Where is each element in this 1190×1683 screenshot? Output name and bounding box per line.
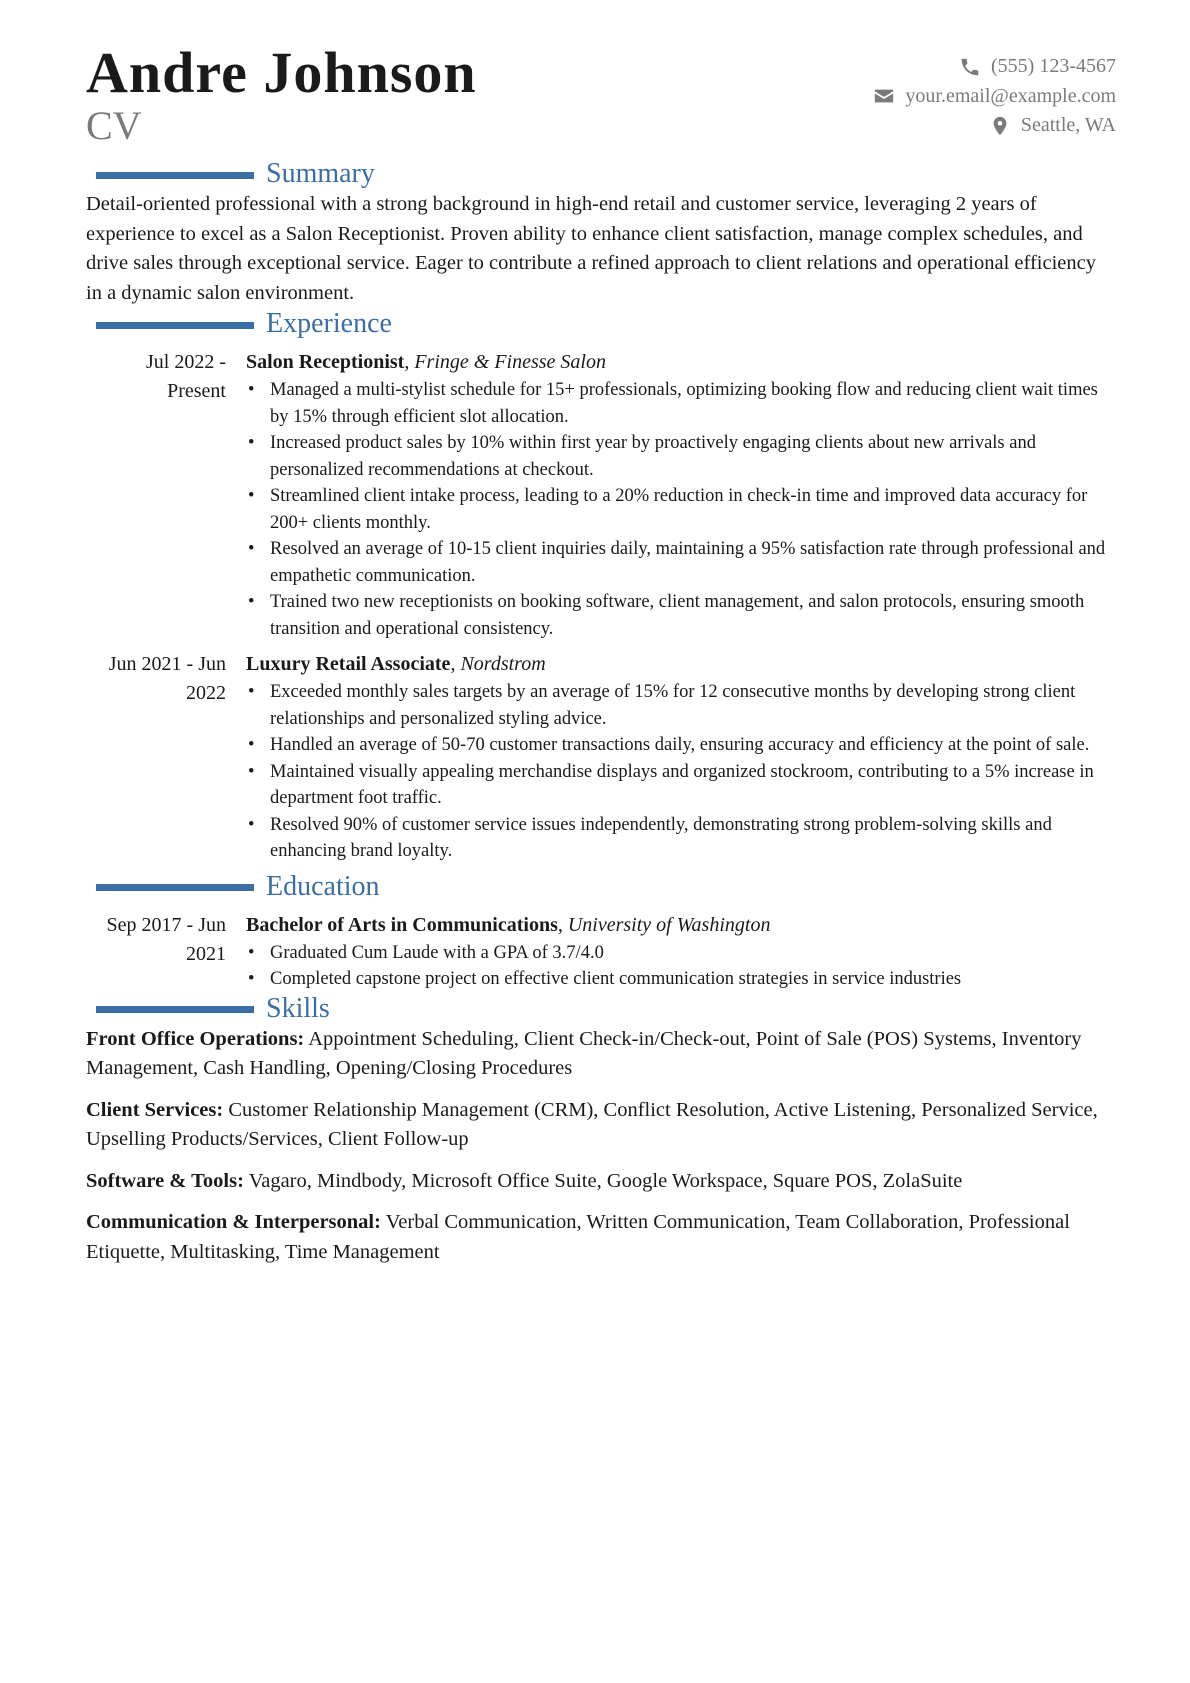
skill-group-items: Verbal Communication, Written Communication, Team Collaboration, Professional Etiquette, Multitasking, Time Management xyxy=(86,1211,1070,1263)
email-address[interactable]: your.email@example.com xyxy=(905,84,1116,107)
resume-header xyxy=(86,40,1116,158)
skill-group-items: Vagaro, Mindbody, Microsoft Office Suite, Google Workspace, Square POS, ZolaSuite xyxy=(248,1169,963,1192)
bullet-item: • Trained two new receptionists on booking software, client management, and salon protocols, ensuring smooth transition and operational consistency. xyxy=(270,589,1116,642)
bullet-item: • Completed capstone project on effective client communication strategies in service industries xyxy=(270,966,1116,993)
section-accent-bar xyxy=(96,884,254,891)
entry-body xyxy=(246,650,1116,865)
bullet-list xyxy=(246,679,1116,865)
contact-email xyxy=(873,82,1116,112)
skill-group-label: Communication & Interpersonal: xyxy=(86,1211,381,1233)
entry-title: Bachelor of Arts in Communications, University of Washington xyxy=(246,913,771,936)
map-pin-icon xyxy=(989,115,1011,137)
school-name: University of Washington xyxy=(567,913,771,936)
section-accent-bar xyxy=(96,322,254,329)
contact-location xyxy=(873,111,1116,141)
job-role: Salon Receptionist xyxy=(246,351,405,373)
skill-group-label: Front Office Operations: xyxy=(86,1027,305,1050)
section-heading-experience xyxy=(86,310,1116,340)
skill-group xyxy=(86,1208,1116,1267)
section-heading-education xyxy=(86,870,1116,903)
bullet-item: • Exceeded monthly sales targets by an average of 15% for 12 consecutive months by developing strong client relationships and personalized styling advice. xyxy=(270,679,1116,732)
section-heading-skills xyxy=(86,992,1116,1025)
bullet-item: • Increased product sales by 10% within first year by proactively engaging clients about new arrivals and personalized recommendations at checkout. xyxy=(270,430,1116,483)
section-title: Education xyxy=(266,870,380,902)
phone-icon xyxy=(959,56,981,78)
bullet-item: • Managed a multi-stylist schedule for 15+ professionals, optimizing booking flow and reducing client wait times by 15% through efficient slot allocation. xyxy=(270,377,1116,430)
contact-block xyxy=(873,52,1116,141)
bullet-item: • Resolved an average of 10-15 client inquiries daily, maintaining a 95% satisfaction rate through professional and empathetic communication. xyxy=(270,536,1116,589)
entry-title: Luxury Retail Associate, Nordstrom xyxy=(246,653,546,675)
candidate-name: Andre Johnson xyxy=(86,40,477,105)
skill-group xyxy=(86,1025,1116,1084)
skills-list xyxy=(86,1025,1116,1268)
bullet-item: • Maintained visually appealing merchandise displays and organized stockroom, contributing to a 5% increase in department foot traffic. xyxy=(270,759,1116,812)
contact-phone xyxy=(873,52,1116,82)
entry-date: Jul 2022 - Present xyxy=(146,351,226,402)
bullet-item: • Handled an average of 50-70 customer transactions daily, ensuring accuracy and efficiency at the point of sale. xyxy=(270,732,1116,759)
entry-title: Salon Receptionist, Fringe & Finesse Salon xyxy=(246,351,606,373)
bullet-list xyxy=(246,940,1116,993)
section-heading-summary xyxy=(86,160,1116,190)
section-accent-bar xyxy=(96,1006,254,1013)
section-title: Skills xyxy=(266,992,330,1024)
skill-group xyxy=(86,1167,1116,1197)
skill-group-items: Appointment Scheduling, Client Check-in/Check-out, Point of Sale (POS) Systems, Inventory Management, Cash Handling, Opening/Closing Procedures xyxy=(86,1027,1082,1079)
resume-page xyxy=(86,40,1116,1279)
bullet-list xyxy=(246,377,1116,642)
phone-number: (555) 123-4567 xyxy=(991,55,1116,77)
employer: Fringe & Finesse Salon xyxy=(414,351,606,373)
entry-date: Jun 2021 - Jun 2022 xyxy=(108,653,226,704)
experience-entry xyxy=(86,650,1116,865)
skill-group-label: Software & Tools: xyxy=(86,1169,244,1192)
summary-text: Detail-oriented professional with a strong background in high-end retail and customer service, leveraging 2 years of experience to excel as a Salon Receptionist. Proven ability to enhance client satisfaction, manage complex schedules, and drive sales through exceptional service. Eager to contribute a refined approach to client relations and operational efficiency in a dynamic salon environment. xyxy=(86,193,1096,304)
education-entry xyxy=(86,911,1116,993)
entry-date: Sep 2017 - Jun 2021 xyxy=(106,913,226,965)
employer: Nordstrom xyxy=(460,653,546,675)
job-role: Luxury Retail Associate xyxy=(246,653,451,675)
section-title: Experience xyxy=(266,308,392,339)
document-subtitle: CV xyxy=(86,103,142,148)
bullet-item: • Streamlined client intake process, leading to a 20% reduction in check-in time and improved data accuracy for 200+ clients monthly. xyxy=(270,483,1116,536)
bullet-item: • Resolved 90% of customer service issues independently, demonstrating strong problem-solving skills and enhancing brand loyalty. xyxy=(270,812,1116,865)
entry-body xyxy=(246,911,1116,993)
experience-entry xyxy=(86,348,1116,642)
section-accent-bar xyxy=(96,172,254,179)
location-text: Seattle, WA xyxy=(1020,114,1116,136)
bullet-item: • Graduated Cum Laude with a GPA of 3.7/4.0 xyxy=(270,940,1116,967)
degree-name: Bachelor of Arts in Communications xyxy=(246,913,558,936)
envelope-icon xyxy=(873,85,895,107)
skill-group-items: Customer Relationship Management (CRM), Conflict Resolution, Active Listening, Personalized Service, Upselling Products/Services, Client Follow-up xyxy=(86,1098,1098,1150)
skill-group xyxy=(86,1096,1116,1155)
skill-group-label: Client Services: xyxy=(86,1098,224,1121)
section-title: Summary xyxy=(266,158,375,189)
entry-body xyxy=(246,348,1116,642)
